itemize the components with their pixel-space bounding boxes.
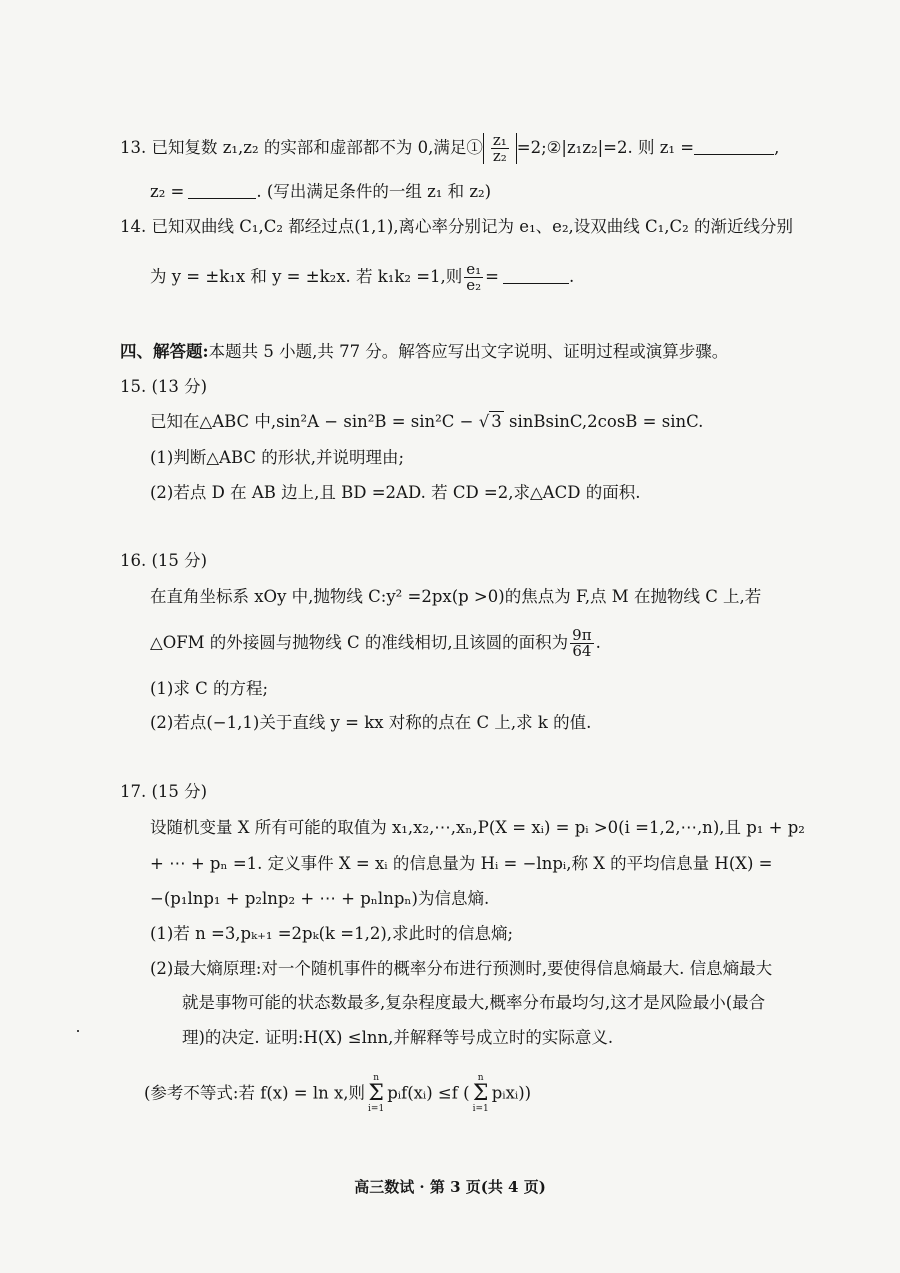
q13-line2: z₂ = . (写出满足条件的一组 z₁ 和 z₂) (150, 182, 492, 201)
q14-line2: 为 y = ±k₁x 和 y = ±k₂x. 若 k₁k₂ =1,则 $\frac{\text{e₁}}{\text{e₂}}$ = . (150, 260, 575, 294)
sum-operator: n Σ i=1 (368, 1073, 385, 1114)
q16-part1: (1)求 C 的方程; (150, 679, 269, 698)
q15-header: 15. (13 分) (120, 377, 208, 396)
q17-stem2: + ⋯ + pₙ =1. 定义事件 X = xᵢ 的信息量为 Hᵢ = −lnpᵢ,称 X 的平均信息量 H(X) = (150, 854, 773, 873)
q17-reference: (参考不等式:若 f(x) = ln x,则 n Σ i=1 pᵢf(xᵢ) ≤f ( n Σ i=1 pᵢxᵢ)) (144, 1073, 532, 1114)
q17-part2-line1: (2)最大熵原理:对一个随机事件的概率分布进行预测时,要使得信息熵最大. 信息熵最大 (150, 959, 773, 978)
sum-operator: n Σ i=1 (472, 1073, 489, 1114)
q15-stem: 已知在△ABC 中,sin²A − sin²B = sin²C − √ 3 sinBsinC,2cosB = sinC. (150, 412, 704, 431)
q14-line1: 14. 已知双曲线 C₁,C₂ 都经过点(1,1),离心率分别记为 e₁、e₂,设双曲线 C₁,C₂ 的渐近线分别 (120, 217, 794, 236)
answer-blank (188, 184, 256, 199)
q16-stem2: △OFM 的外接圆与抛物线 C 的准线相切,且该圆的面积为 $\frac{9\pi}{64}$ . (150, 626, 601, 660)
scan-speck (77, 1030, 79, 1032)
q17-part2-line3: 理)的决定. 证明:H(X) ≤lnn,并解释等号成立时的实际意义. (182, 1028, 614, 1047)
abs-fraction: $\frac{\text{z₁}}{\text{z₂}}$ (483, 133, 517, 164)
q17-header: 17. (15 分) (120, 782, 208, 801)
section4-header: 四、解答题:本题共 5 小题,共 77 分。解答应写出文字说明、证明过程或演算步骤。 (120, 342, 729, 361)
answer-blank (694, 140, 774, 155)
q15-part2: (2)若点 D 在 AB 边上,且 BD =2AD. 若 CD =2,求△ACD 的面积. (150, 483, 641, 502)
q17-part2-line2: 就是事物可能的状态数最多,复杂程度最大,概率分布最均匀,这才是风险最小(最合 (182, 993, 766, 1012)
answer-blank (503, 269, 569, 284)
q15-part1: (1)判断△ABC 的形状,并说明理由; (150, 448, 405, 467)
q13-line1: 13. 已知复数 z₁,z₂ 的实部和虚部都不为 0,满足① $\frac{\text{z₁}}{\text{z₂}}$ =2;②|z₁z₂|=2. 则 z₁ = , (120, 131, 780, 165)
q17-stem1: 设随机变量 X 所有可能的取值为 x₁,x₂,⋯,xₙ,P(X = xᵢ) = pᵢ >0(i =1,2,⋯,n),且 p₁ + p₂ (150, 818, 805, 837)
q16-part2: (2)若点(−1,1)关于直线 y = kx 对称的点在 C 上,求 k 的值. (150, 713, 592, 732)
q17-part1: (1)若 n =3,pₖ₊₁ =2pₖ(k =1,2),求此时的信息熵; (150, 924, 514, 943)
q16-stem1: 在直角坐标系 xOy 中,抛物线 C:y² =2px(p >0)的焦点为 F,点 M 在抛物线 C 上,若 (150, 587, 762, 606)
page-footer: 高三数试 · 第 3 页(共 4 页) (354, 1178, 546, 1196)
q16-header: 16. (15 分) (120, 551, 208, 570)
q17-stem3: −(p₁lnp₁ + p₂lnp₂ + ⋯ + pₙlnpₙ)为信息熵. (150, 889, 490, 908)
